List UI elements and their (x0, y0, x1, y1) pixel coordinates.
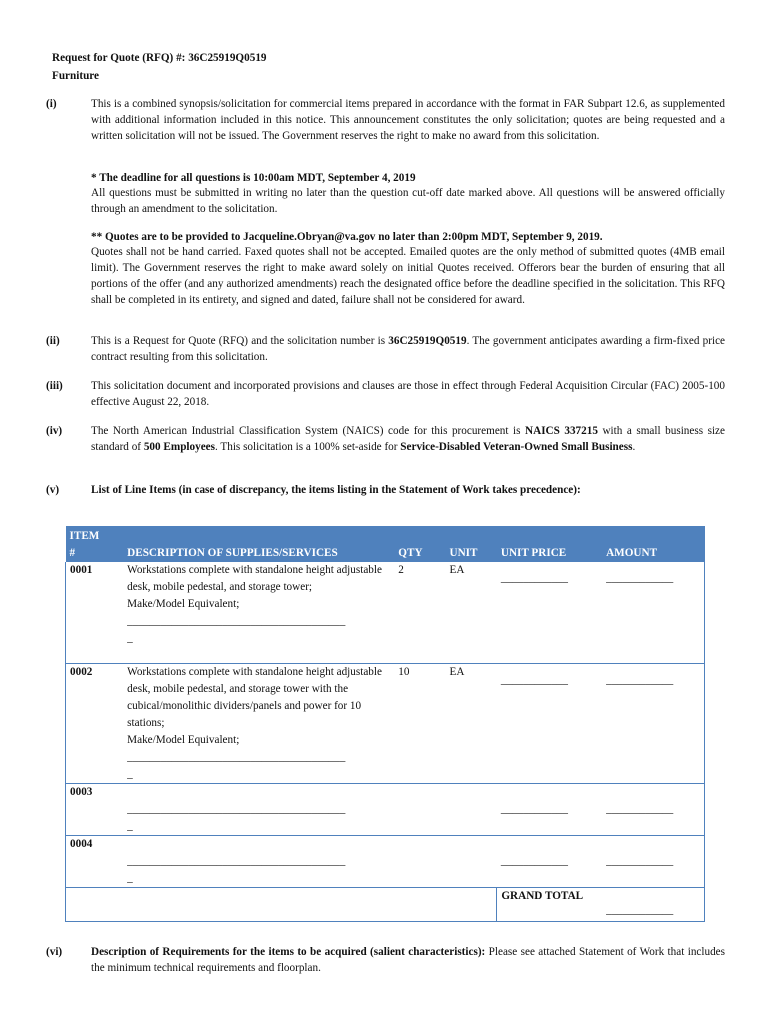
item-number: 0003 (66, 783, 124, 835)
unit-price-blank[interactable]: ____________ (497, 835, 602, 887)
item-qty (394, 783, 445, 835)
item-qty: 10 (394, 663, 445, 783)
header-unit: UNIT (446, 526, 497, 562)
questions-deadline: * The deadline for all questions is 10:00am MDT, September 4, 2019 (91, 172, 416, 184)
amount-blank[interactable]: ____________ (602, 663, 704, 783)
grand-total-spacer (66, 887, 497, 921)
item-description: _______________________________________ _ (123, 835, 394, 887)
quotes-instructions: Quotes shall not be hand carried. Faxed quotes shall not be accepted. Emailed quotes are the only method of submitted quotes (4MB email limit). The Government reserves the right to make award solely on initial Quotes received. Offerors bear the burden of ensuring that all portions of the offer (and any authorized amendments) reach the designated office before the deadline specified in the solicitation. This RFQ shall be completed in its entirety, and signed and dated, failure shall not be considered for award. (91, 246, 725, 306)
item-unit: EA (446, 562, 497, 663)
description-blank-field[interactable]: _______________________________________ (127, 802, 346, 815)
section-number-iv: (iv) (46, 425, 63, 437)
header-item: ITEM # (66, 526, 124, 562)
grand-total-blank[interactable]: ____________ (602, 887, 704, 921)
grand-total-row (66, 887, 705, 921)
unit-price-blank[interactable]: ____________ (497, 783, 602, 835)
section-i-intro: This is a combined synopsis/solicitation for commercial items prepared in accordance with the format in FAR Subpart 12.6, as supplemented with additional information included in this notice. This announcement constitutes the only solicitation; quotes are being requested and a written solicitation will not be issued. The Government reserves the right to make no award from this solicitation. (91, 98, 725, 142)
header-unit-price: UNIT PRICE (497, 526, 602, 562)
section-ii-text: This is a Request for Quote (RFQ) and the solicitation number is 36C25919Q0519. The government anticipates awarding a firm-fixed price contract resulting from this solicitation. (91, 335, 725, 363)
header-description: DESCRIPTION OF SUPPLIES/SERVICES (123, 526, 394, 562)
item-unit (446, 783, 497, 835)
item-description: _______________________________________ _ (123, 783, 394, 835)
item-number: 0002 (66, 663, 124, 783)
unit-price-blank[interactable]: ____________ (497, 562, 602, 663)
amount-blank[interactable]: ____________ (602, 835, 704, 887)
table-row (66, 783, 705, 835)
item-description: Workstations complete with standalone height adjustable desk, mobile pedestal, and storage tower; Make/Model Equivalent; _______________________________________ _ (123, 562, 394, 663)
item-unit (446, 835, 497, 887)
item-qty: 2 (394, 562, 445, 663)
header-qty: QTY (394, 526, 445, 562)
grand-total-label: GRAND TOTAL (497, 887, 602, 921)
section-number-iii: (iii) (46, 380, 63, 392)
header-amount: AMOUNT (602, 526, 704, 562)
item-unit: EA (446, 663, 497, 783)
rfq-subject: Furniture (52, 70, 100, 82)
item-qty (394, 835, 445, 887)
section-vi-text: Description of Requirements for the items to be acquired (salient characteristics): Please see attached Statement of Work that includes the minimum technical requirements and floorplan. (91, 946, 725, 974)
section-v-heading: List of Line Items (in case of discrepancy, the items listing in the Statement of Work takes precedence): (91, 484, 581, 496)
section-iii-text: This solicitation document and incorporated provisions and clauses are those in effect through Federal Acquisition Circular (FAC) 2005-100 effective August 22, 2018. (91, 380, 725, 408)
table-row (66, 663, 705, 783)
section-number-vi: (vi) (46, 946, 63, 958)
section-number-ii: (ii) (46, 335, 60, 347)
section-number-v: (v) (46, 484, 60, 496)
rfq-number: Request for Quote (RFQ) #: 36C25919Q0519 (52, 52, 267, 64)
section-iv-text: The North American Industrial Classification System (NAICS) code for this procurement is NAICS 337215 with a small business size standard of 500 Employees. This solicitation is a 100% set-aside for Service-Disabled Veteran-Owned Small Business. (91, 425, 725, 453)
section-number-i: (i) (46, 98, 57, 110)
model-blank-field[interactable]: _______________________________________ (127, 750, 346, 763)
table-row (66, 835, 705, 887)
table-header-row (66, 526, 705, 562)
item-number: 0004 (66, 835, 124, 887)
quotes-deadline: ** Quotes are to be provided to Jacqueline.Obryan@va.gov no later than 2:00pm MDT, September 9, 2019. (91, 231, 603, 243)
description-blank-field[interactable]: _______________________________________ (127, 854, 346, 867)
line-items-table (65, 526, 705, 922)
amount-blank[interactable]: ____________ (602, 783, 704, 835)
questions-instructions: All questions must be submitted in writing no later than the question cut-off date marked above. All questions will be answered officially through an amendment to the solicitation. (91, 187, 725, 215)
model-blank-field[interactable]: _______________________________________ (127, 615, 346, 627)
item-number: 0001 (66, 562, 124, 663)
unit-price-blank[interactable]: ____________ (497, 663, 602, 783)
amount-blank[interactable]: ____________ (602, 562, 704, 663)
table-row (66, 562, 705, 663)
item-description: Workstations complete with standalone height adjustable desk, mobile pedestal, and storage tower with the cubical/monolithic dividers/panels and power for 10 stations; Make/Model Equivalent; _______________________________________ _ (123, 663, 394, 783)
